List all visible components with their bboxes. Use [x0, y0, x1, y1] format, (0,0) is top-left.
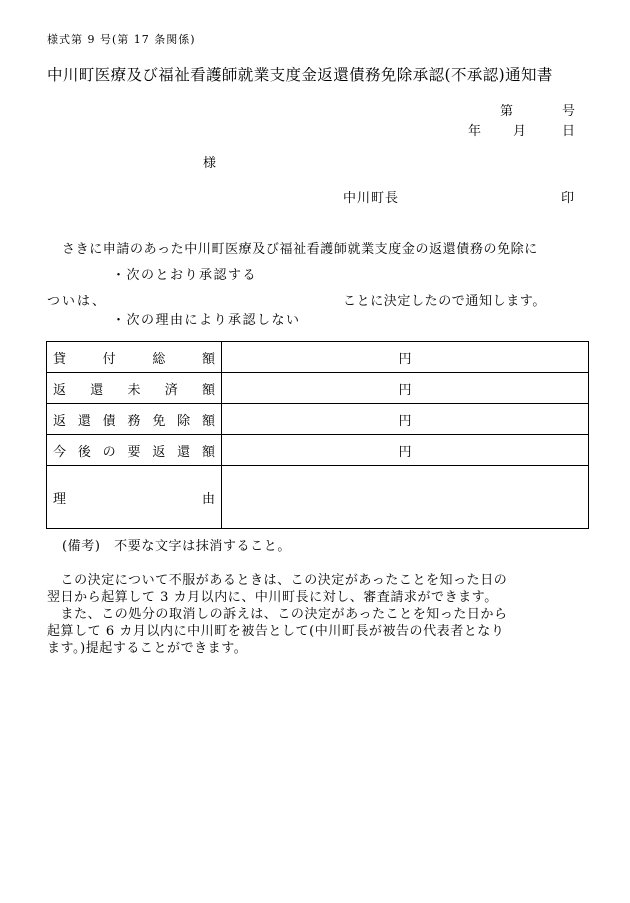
issuer: 中川町長 — [343, 191, 400, 206]
remarks: (備考) 不要な文字は抹消すること。 — [62, 539, 291, 554]
date-year: 年 — [468, 124, 482, 139]
doc-number-dai: 第 — [500, 104, 514, 119]
notice-line: 翌日から起算して 3 カ月以内に、中川町長に対し、審査請求ができます。 — [47, 590, 498, 605]
notice-line: この決定について不服があるときは、この決定があったことを知った日の — [47, 573, 508, 588]
tsuite-text: ついは、 — [47, 294, 108, 309]
addressee-suffix: 様 — [203, 156, 217, 171]
table-row — [47, 404, 589, 435]
notice-line: 起算して 6 カ月以内に中川町を被告として(中川町長が被告の代表者となり — [47, 624, 505, 639]
row-value: 円 — [222, 404, 589, 435]
row-value: 円 — [222, 373, 589, 404]
notice-line: また、この処分の取消しの訴えは、この決定があったことを知った日から — [47, 607, 508, 622]
row-value: 円 — [222, 435, 589, 466]
amount-table — [46, 341, 589, 529]
reason-label: 理由 — [53, 491, 215, 507]
option-approve: ・次のとおり承認する — [112, 268, 258, 283]
row-label: 貸付総額 — [53, 351, 215, 367]
date-day: 日 — [562, 124, 576, 139]
seal-mark: 印 — [561, 191, 575, 206]
table-row — [47, 342, 589, 373]
table-row — [47, 373, 589, 404]
date-month: 月 — [513, 124, 527, 139]
document-title: 中川町医療及び福祉看護師就業支度金返還債務免除承認(不承認)通知書 — [47, 66, 553, 84]
row-label: 今後の要返還額 — [53, 444, 215, 460]
option-reject: ・次の理由により承認しない — [112, 313, 301, 328]
decided-text: ことに決定したので通知します。 — [343, 294, 546, 309]
reason-row — [47, 466, 589, 529]
reason-value — [222, 466, 589, 529]
intro-text: さきに申請のあった中川町医療及び福祉看護師就業支度金の返還債務の免除に — [62, 242, 538, 257]
notice-line: ます。)提起することができます。 — [47, 641, 248, 656]
row-label: 返還未済額 — [53, 382, 215, 398]
doc-number-gou: 号 — [562, 104, 576, 119]
form-number: 様式第 9 号(第 17 条関係) — [47, 33, 196, 46]
row-label: 返還債務免除額 — [53, 413, 215, 429]
row-value: 円 — [222, 342, 589, 373]
table-row — [47, 435, 589, 466]
